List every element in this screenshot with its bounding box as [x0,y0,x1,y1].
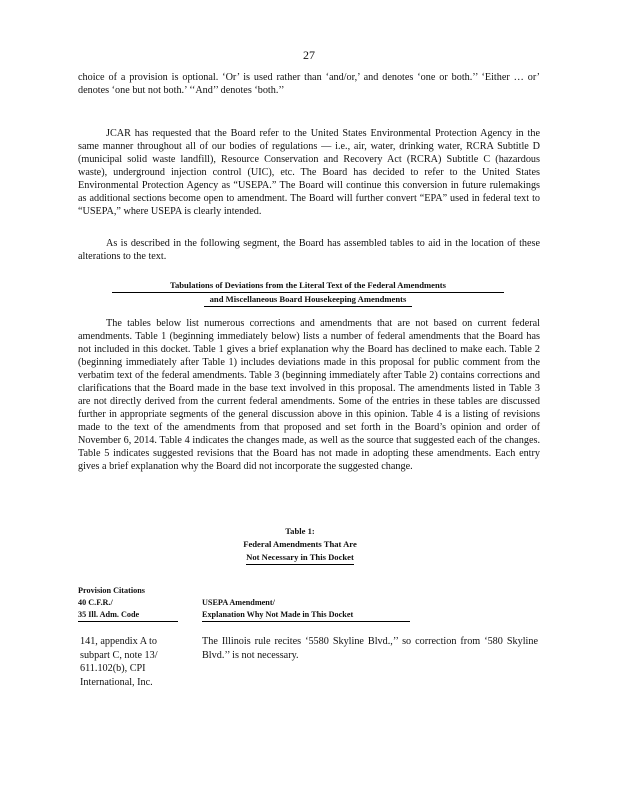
table-1-title-line-1: Table 1: [285,526,315,536]
page-number: 27 [303,48,315,62]
paragraph-and-or-usage: choice of a provision is optional. ‘Or’ is used rather than ‘and/or,’ and denotes ‘one or both.’’ ‘Either … or’ denotes ‘one but not both.’ ‘‘And’’ denotes ‘both.’’ [78,72,540,96]
header-explanation-line-2: Explanation Why Not Made in This Docket [202,610,354,619]
table-1-header-explanation [202,597,410,622]
header-citation-line-2: 40 C.F.R./ [78,598,113,607]
section-heading-line-2-text: and Miscellaneous Board Housekeeping Amendments [204,293,413,307]
header-citation-line-1: Provision Citations [78,586,145,595]
table-1-title-line-2: Federal Amendments That Are [243,539,357,549]
paragraph-usepa-naming: JCAR has requested that the Board refer to the United States Environmental Protection Agency in the same manner throughout all of our bodies of regulations — i.e., air, water, drinking water, RCRA Subtitle D (municipal solid waste landfill), Resource Conservation and Recovery Act (RCRA) Subtitle C (hazardous waste), underground injection control (UIC), etc. The Board has decided to refer to the United States Environmental Protection Agency as “USEPA.” The Board will continue this conversion in future rulemakings as additional sections become open to amendment. The Board will further convert “EPA” used in federal text to “USEPA,” where USEPA is clearly intended. [78,128,540,217]
section-heading-line-2 [112,293,504,307]
table-1-title-line-3: Not Necessary in This Docket [246,551,354,565]
paragraph-tables-intro: As is described in the following segment, the Board has assembled tables to aid in the location of these alterations to the text. [78,238,540,262]
table-row-explanation: The Illinois rule recites ‘5580 Skyline Blvd.,’’ so correction from ‘580 Skyline Blvd.’’ is not necessary. [202,636,538,661]
table-row-citation: 141, appendix A to subpart C, note 13/ 611.102(b), CPI International, Inc. [80,636,158,688]
table-1-header-citations [78,585,178,622]
section-heading-line-1: Tabulations of Deviations from the Literal Text of the Federal Amendments [112,279,504,293]
table-1-title [200,525,400,565]
header-explanation-line-1: USEPA Amendment/ [202,598,275,607]
paragraph-tables-description: The tables below list numerous corrections and amendments that are not based on current federal amendments. Table 1 (beginning immediately below) lists a number of federal amendments that the Board has not included in this docket. Table 1 gives a brief explanation why the Board has declined to make each. Table 2 (beginning immediately after Table 1) includes deviations made in this proposal for public comment from the verbatim text of the federal amendments. Table 3 (beginning immediately after Table 2) contains corrections and clarifications that the Board made in the base text involved in this proposal. The amendments listed in Table 3 are not directly derived from the current federal amendments. Some of the entries in these tables are discussed further in appropriate segments of the general discussion above in this opinion. Table 4 is a listing of revisions made to the text of the amendments from that proposed and set forth in the Board’s opinion and order of November 6, 2014. Table 4 indicates the changes made, as well as the source that suggested each of the changes. Table 5 indicates suggested revisions that the Board has not made in adopting these amendments. Each entry gives a brief explanation why the Board did not incorporate the suggested change. [78,318,540,472]
section-heading [112,279,504,307]
header-citation-line-3: 35 Ill. Adm. Code [78,610,140,619]
